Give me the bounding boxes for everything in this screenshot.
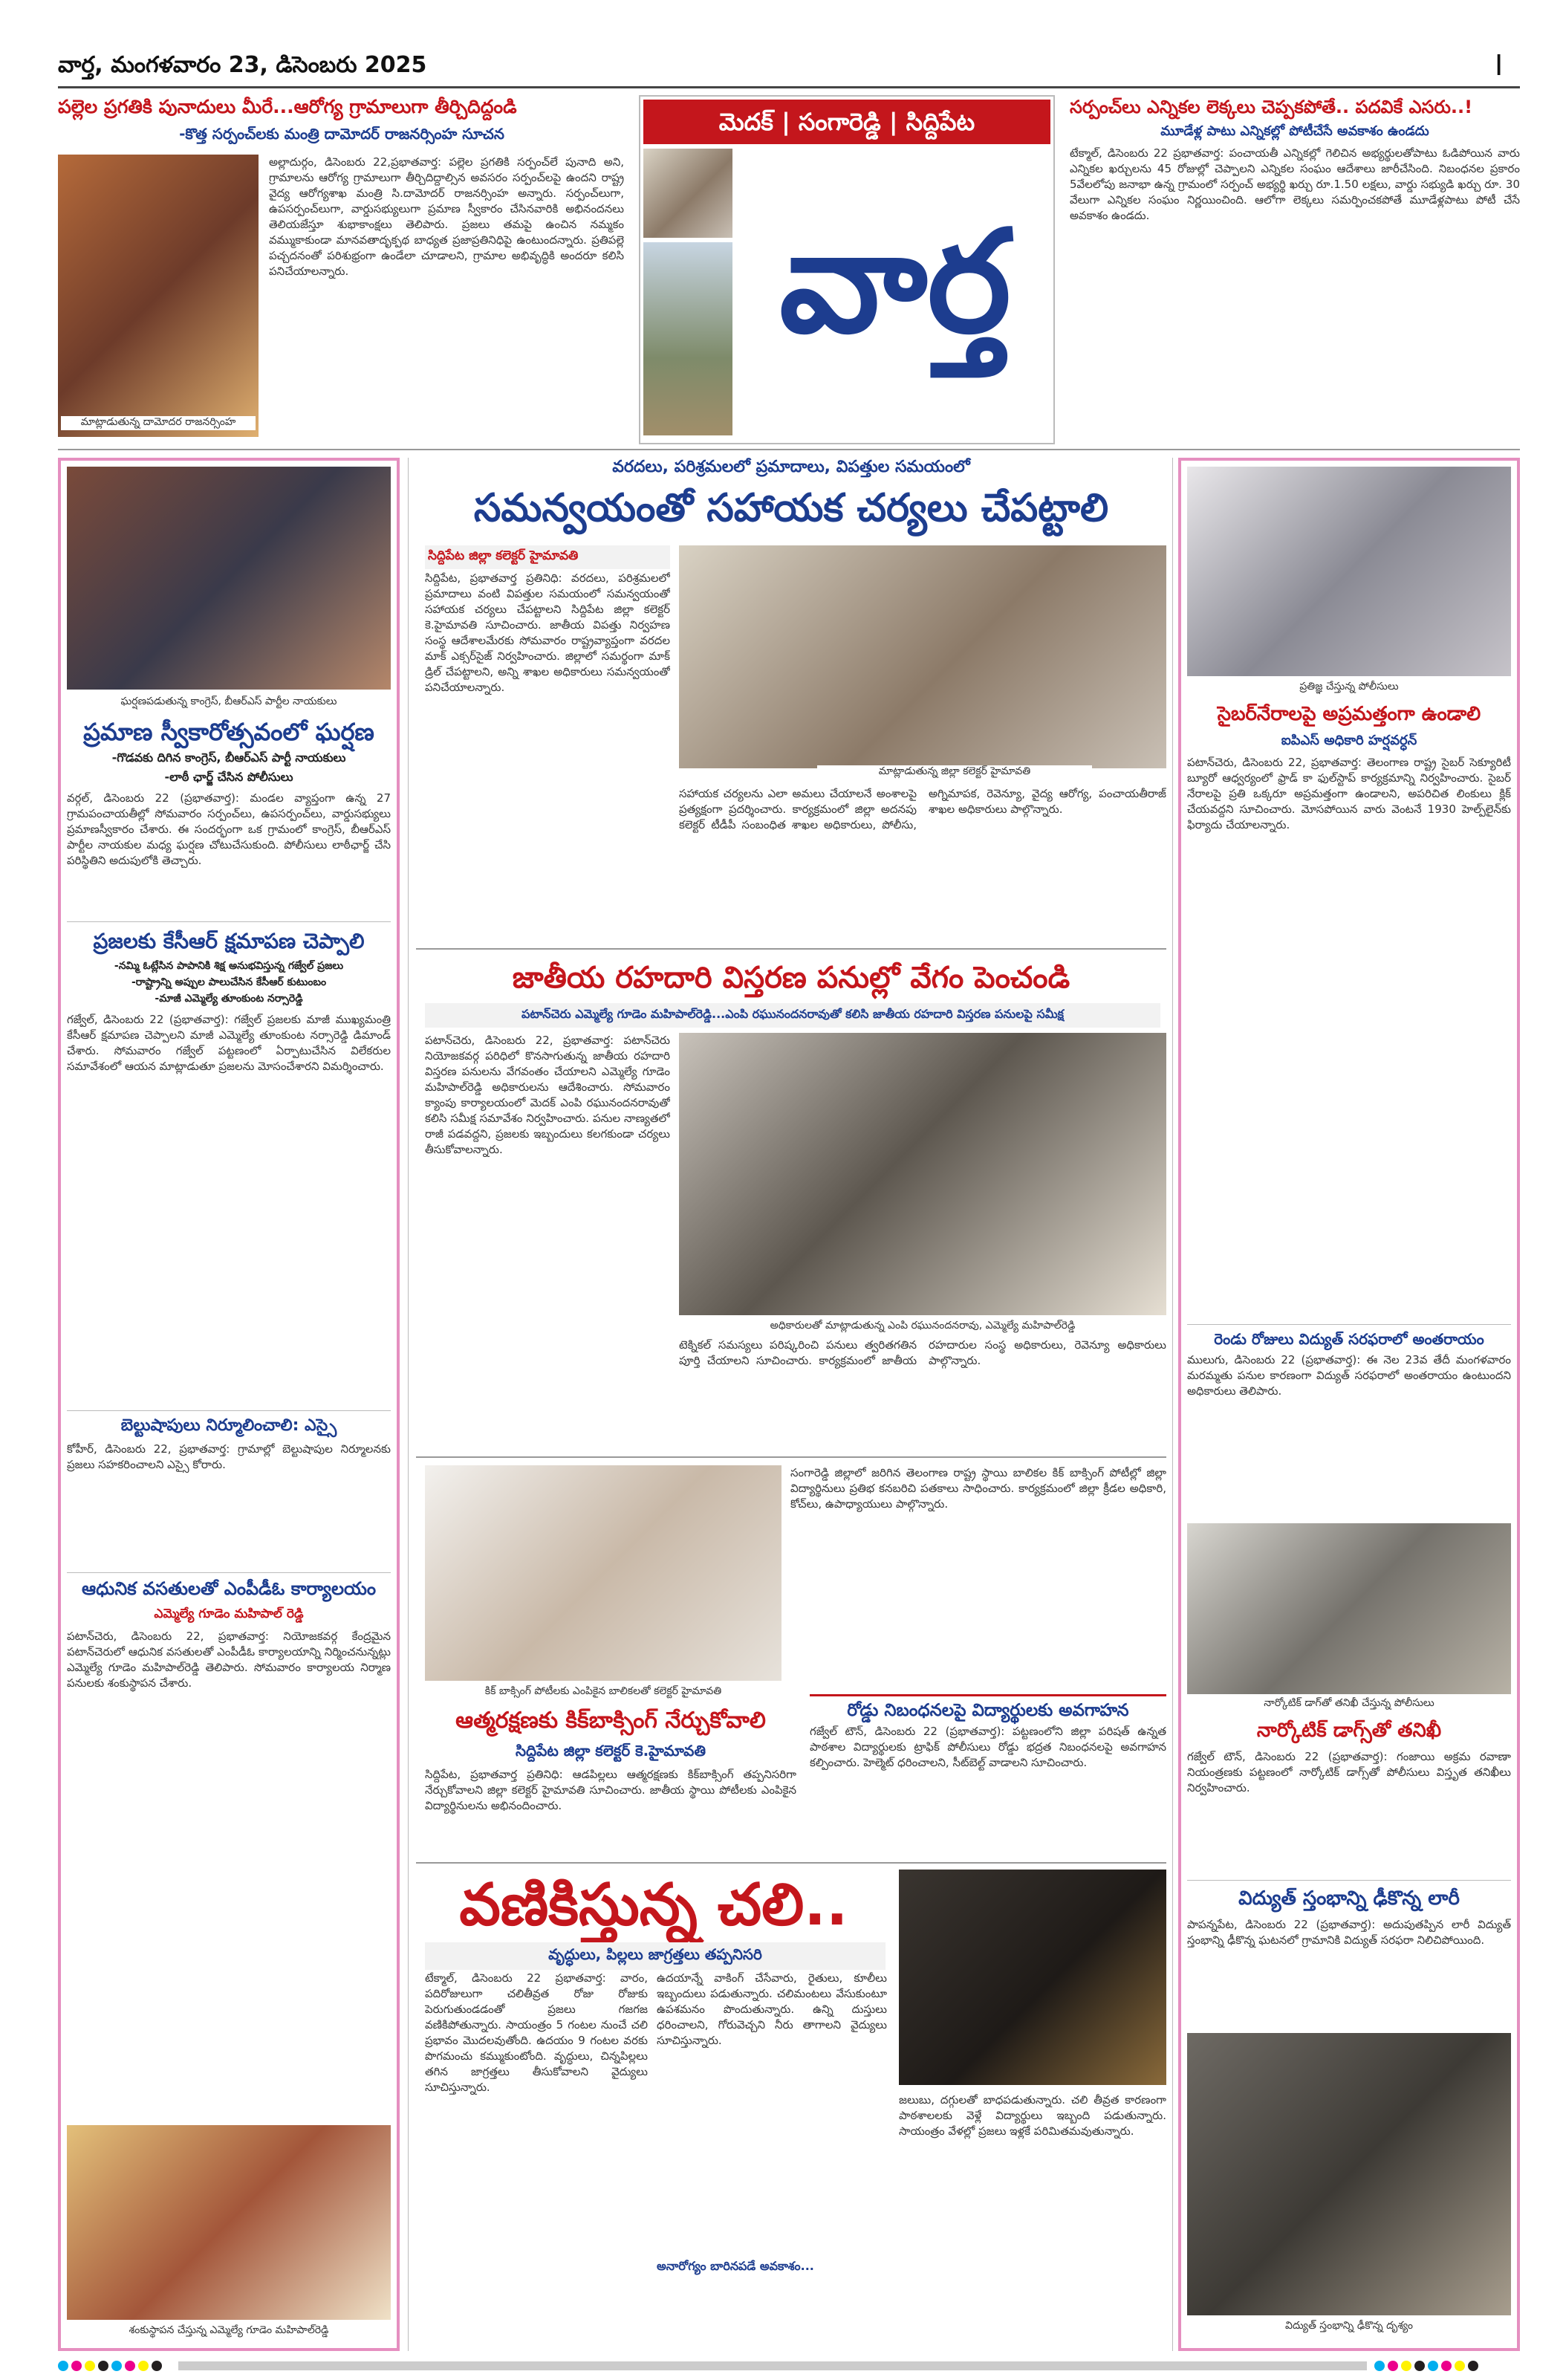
building-photo <box>643 242 732 435</box>
print-color-marks-right <box>1374 2360 1486 2372</box>
lorry-accident-body: పాపన్నపేట, డిసెంబరు 22 (ప్రభాతవార్త): అదుపుతప్పిన లారీ విద్యుత్ స్తంభాన్ని ఢీకొన్న ఘటనలో గ్రామానికి విద్యుత్ సరఫరా నిలిచిపోయింది. <box>1187 1918 1511 1947</box>
police-pledge-caption: ప్రతిజ్ఞ చేస్తున్న పోలీసులు <box>1187 681 1511 695</box>
clash-photo <box>67 467 391 690</box>
top-left-subhead: -కొత్త సర్పంచ్‌లకు మంత్రి దామోదర్ రాజనర్సింహ సూచన <box>179 125 504 143</box>
story-oath-clash-sub2: -లాఠీ ఛార్జ్ చేసిన పోలీసులు <box>164 770 293 784</box>
highway-divider <box>416 1456 1166 1458</box>
bonfire-photo <box>899 1870 1166 2085</box>
lorry-accident-photo <box>1187 2033 1511 2315</box>
story-mpdo-body: పటాన్‌చెరు, డిసెంబరు 22, ప్రభాతవార్త: నియోజకవర్గ కేంద్రమైన పటాన్‌చెరులో ఆధునిక వసతులతో ఎంపీడీఓ కార్యాలయాన్ని నిర్మించనున్నట్లు ఎమ్మెల్యే గూడెం మహిపాల్‌రెడ్డి తెలిపారు. సోమవారం కార్యాలయ నిర్మాణ పనులకు శంకుస్థాపన చేశారు. <box>67 1630 391 1690</box>
right-divider-2 <box>1187 1880 1511 1881</box>
print-dot <box>1441 2361 1452 2371</box>
top-right-headline: సర్పంచ్‌లు ఎన్నికల లెక్కలు చెప్పకపోతే.. పదవికే ఎసరు..! <box>1070 97 1473 117</box>
foundation-photo-caption: శంకుస్థాపన చేస్తున్న ఎమ్మెల్యే గూడెం మహిపాల్‌రెడ్డి <box>67 2324 391 2338</box>
print-dot <box>138 2361 149 2371</box>
cyber-crime-headline: సైబర్‌నేరాలపై అప్రమత్తంగా ఉండాలి <box>1217 703 1481 725</box>
kickboxing-body-2: సంగారెడ్డి జిల్లాలో జరిగిన తెలంగాణ రాష్ట్ర స్థాయి బాలికల కిక్ బాక్సింగ్ పోటీల్లో జిల్లా విద్యార్థినులు ప్రతిభ కనబరిచి పతకాలు సాధించారు. కార్యక్రమంలో జిల్లా క్రీడల అధికారి, కోచ్‌లు, ఉపాధ్యాయులు పాల్గొన్నారు. <box>790 1466 1166 1511</box>
col-sep-center-left <box>408 458 409 2351</box>
foundation-photo <box>67 2125 391 2320</box>
top-rule <box>58 86 1520 88</box>
col-sep-center-right <box>1172 458 1173 2351</box>
lead-body: సిద్దిపేట, ప్రభాతవార్త ప్రతినిధి: వరదలు, పరిశ్రమలలో ప్రమాదాలు వంటి విపత్తుల సమయంలో సమన్వయంతో సహాయక చర్యలు చేపట్టాలని సిద్దిపేట జిల్లా కలెక్టర్ కె.హైమావతి సూచించారు. జాతీయ విపత్తు నిర్వహణ సంస్థ ఆదేశాలమేరకు సోమవారం రాష్ట్రవ్యాప్తంగా వరదల మాక్ ఎక్సర్‌సైజ్ నిర్వహించారు. జిల్లాలో సమర్థంగా మాక్ డ్రిల్ చేపట్టాలని, అన్ని శాఖల అధికారులు సమన్వయంతో పనిచేయాలన్నారు. <box>425 571 670 694</box>
print-dot <box>98 2361 108 2371</box>
cold-body-3: జలుబు, దగ్గులతో బాధపడుతున్నారు. చలి తీవ్రత కారణంగా పాఠశాలలకు వెళ్లే విద్యార్థులు ఇబ్బంది పడుతున్నారు. సాయంత్రం వేళల్లో ప్రజలు ఇళ్లకే పరిమితమవుతున్నారు. <box>899 2093 1166 2138</box>
highway-body-2: టెక్నికల్ సమస్యలు పరిష్కరించి పనులు త్వరితగతిన పూర్తి చేయాలని సూచించారు. కార్యక్రమంలో జాతీయ రహదారుల సంస్థ అధికారులు, రెవెన్యూ అధికారులు పాల్గొన్నారు. <box>679 1338 1166 1367</box>
cold-headline: వణికిస్తున్న చలి.. <box>459 1872 848 1939</box>
print-dot <box>71 2361 82 2371</box>
print-dot <box>1374 2361 1385 2371</box>
print-dot <box>58 2361 68 2371</box>
kickboxing-photo <box>425 1465 782 1681</box>
lead-kicker: వరదలు, పరిశ్రమలలో ప్రమాదాలు, విపత్తుల సమయంలో <box>612 458 970 476</box>
story-oath-clash-body: వర్గల్, డిసెంబరు 22 (ప్రభాతవార్త): మండల వ్యాప్తంగా ఉన్న 27 గ్రామపంచాయతీల్లో సోమవారం సర్పంచ్‌లు, ఉపసర్పంచ్‌లు, వార్డుసభ్యులు ప్రమాణస్వీకారం చేశారు. ఈ సందర్భంగా ఒక గ్రామంలో కాంగ్రెస్, బీఆర్ఎస్ పార్టీల నాయకుల మధ్య ఘర్షణ చోటుచేసుకుంది. పోలీసులు లాఠీఛార్జ్ చేసి పరిస్థితిని అదుపులోకి తెచ్చారు. <box>67 791 391 867</box>
kickboxing-body: సిద్దిపేట, ప్రభాతవార్త ప్రతినిధి: ఆడపిల్లలు ఆత్మరక్షణకు కిక్‌బాక్సింగ్ తప్పనిసరిగా నేర్చుకోవాలని జిల్లా కలెక్టర్ హైమావతి సూచించారు. జాతీయ స్థాయి పోటీలకు ఎంపికైన విద్యార్థినులను అభినందించారు. <box>425 1768 796 1812</box>
top-right-body: టేక్మాల్, డిసెంబరు 22 ప్రభాతవార్త: పంచాయతీ ఎన్నికల్లో గెలిచిన అభ్యర్థులతోపాటు ఓడిపోయిన వారు ఎన్నికల ఖర్చులను 45 రోజుల్లో చెప్పాలని ఎన్నికల సంఘం ఆదేశాలు జారీచేసింది. నిబంధనల ప్రకారం 5వేలలోపు జనాభా ఉన్న గ్రామంలో సర్పంచ్ అభ్యర్థి ఖర్చు రూ.1.50 లక్షలు, వార్డు సభ్యుడి ఖర్చు రూ. 30 వేలుగా ఎన్నికల సంఘం నిర్ణయించింది. ఆలోగా లెక్కలు సమర్పించకపోతే మూడేళ్లపాటు పోటీ చేసే అవకాశం ఉండదు. <box>1070 146 1520 222</box>
highway-headline: జాతీయ రహదారి విస్తరణ పనుల్లో వేగం పెంచండి <box>512 961 1070 995</box>
collector-meeting-caption: మాట్లాడుతున్న జిల్లా కలెక్టర్ హైమావతి <box>817 765 1092 779</box>
story-beltshop-headline: బెల్టుషాపులు నిర్మూలించాలి: ఎస్సై <box>120 1416 337 1435</box>
highway-byline: పటాన్‌చెరు ఎమ్మెల్యే గూడెం మహిపాల్‌రెడ్డి...ఎంపి రఘునందనరావుతో కలిసి జాతీయ రహదారి విస్తరణ పనులపై సమీక్ష <box>425 1003 1160 1028</box>
left-divider-1 <box>67 921 391 922</box>
narcotic-dog-headline: నార్కోటిక్ డాగ్స్‌తో తనిఖీ <box>1256 1719 1442 1742</box>
collector-meeting-photo <box>679 545 1166 768</box>
print-gray-strip <box>178 2361 1367 2370</box>
print-dot <box>1428 2361 1438 2371</box>
clash-photo-caption: ఘర్షణపడుతున్న కాంగ్రెస్, బీఆర్ఎస్ పార్టీల నాయకులు <box>67 695 391 710</box>
dateline: వార్త, మంగళవారం 23, డిసెంబరు 2025 <box>58 52 427 78</box>
cyber-crime-byline: ఐపిఎస్ అధికారి హర్షవర్ధన్ <box>1281 733 1417 748</box>
cyber-crime-body: పటాన్‌చెరు, డిసెంబరు 22, ప్రభాతవార్త: తెలంగాణ రాష్ట్ర సైబర్ సెక్యూరిటీ బ్యూరో ఆధ్వర్యంలో ఫ్రాడ్ కా ఫుల్‌స్టాప్ కార్యక్రమాన్ని నిర్వహించారు. సైబర్ నేరాలపై ప్రతి ఒక్కరూ అప్రమత్తంగా ఉండాలని, అపరిచిత లింకులు క్లిక్ చేయవద్దని సూచించారు. మోసపోయిన వారు వెంటనే 1930 హెల్ప్‌లైన్‌కు ఫిర్యాదు చేయాలన్నారు. <box>1187 756 1511 831</box>
kickboxing-byline: సిద్దిపేట జిల్లా కలెక్టర్ కె.హైమావతి <box>515 1742 706 1760</box>
narcotic-dog-caption: నార్కోటిక్ డాగ్‌తో తనిఖీ చేస్తున్న పోలీసులు <box>1187 1697 1511 1711</box>
cold-body-2: ఉదయాన్నే వాకింగ్ చేసేవారు, రైతులు, కూలీలు ఇబ్బందులు పడుతున్నారు. చలిమంటలు వేసుకుంటూ ఉపశమనం పొందుతున్నారు. ఉన్ని దుస్తులు ధరించాలని, గోరువెచ్చని నీరు తాగాలని వైద్యులు సూచిస్తున్నారు. <box>657 1971 887 2047</box>
print-dot <box>152 2361 162 2371</box>
story-oath-clash-headline: ప్రమాణ స్వీకారోత్సవంలో ఘర్షణ <box>83 718 374 746</box>
story-beltshop-body: కోహీర్, డిసెంబరు 22, ప్రభాతవార్త: గ్రామాల్లో బెల్టుషాపుల నిర్మూలనకు ప్రజలు సహకరించాలని ఎస్సై కోరారు. <box>67 1442 391 1471</box>
print-color-marks-left <box>58 2360 169 2372</box>
top-right-subhead: మూడేళ్ల పాటు ఎన్నికల్లో పోటీచేసే అవకాశం ఉండదు <box>1160 123 1429 139</box>
minister-photo-caption: మాట్లాడుతున్న దామోదర రాజనర్సింహ <box>61 416 256 430</box>
right-divider-1 <box>1187 1324 1511 1325</box>
temple-photo <box>643 149 732 238</box>
minister-photo <box>58 155 259 437</box>
police-pledge-photo <box>1187 467 1511 676</box>
kickboxing-headline: ఆత్మరక్షణకు కిక్‌బాక్సింగ్ నేర్చుకోవాలి <box>455 1708 766 1734</box>
newspaper-logo: వార్త <box>779 200 1011 364</box>
lead-divider <box>416 948 1166 950</box>
story-mpdo-headline: ఆధునిక వసతులతో ఎంపీడీఓ కార్యాలయం <box>81 1578 377 1599</box>
masthead-divider <box>58 449 1520 450</box>
story-kcr-headline: ప్రజలకు కేసీఆర్ క్షమాపణ చెప్పాలి <box>93 929 365 953</box>
print-dot <box>1455 2361 1465 2371</box>
narcotic-dog-body: గజ్వేల్ టౌన్, డిసెంబరు 22 (ప్రభాతవార్త): గంజాయి అక్రమ రవాణా నియంత్రణకు పట్టణంలో నార్కోటిక్ డాగ్స్‌తో పోలీసులు విస్తృత తనిఖీలు నిర్వహించారు. <box>1187 1750 1511 1794</box>
road-rules-body: గజ్వేల్ టౌన్, డిసెంబరు 22 (ప్రభాతవార్త): పట్టణంలోని జిల్లా పరిషత్ ఉన్నత పాఠశాల విద్యార్థులకు ట్రాఫిక్ పోలీసులు రోడ్డు భద్రత నిబంధనలపై అవగాహన కల్పించారు. హెల్మెట్ ధరించాలని, సీట్‌బెల్ట్ వాడాలని సూచించారు. <box>810 1725 1166 1769</box>
top-left-body: అల్లాదుర్గం, డిసెంబరు 22,ప్రభాతవార్త: పల్లెల ప్రగతికి సర్పంచ్‌లే పునాది అని, గ్రామాలను ఆరోగ్య గ్రామాలుగా తీర్చిదిద్దాల్సిన అవసరం సర్పంచ్‌లపై ఉందని రాష్ట్ర వైద్య ఆరోగ్యశాఖ మంత్రి సి.దామోదర్ రాజనర్సింహ అన్నారు. సర్పంచ్‌లుగా, ఉపసర్పంచ్‌లుగా, వార్డుసభ్యులుగా ప్రమాణ స్వీకారం చేసినవారికి అభినందనలు తెలియజేస్తూ శుభాకాంక్షలు తెలిపారు. ప్రజలు తమపై ఉంచిన నమ్మకం వమ్ముకాకుండా మానవతాదృక్పథ బాధ్యత ప్రజాప్రతినిధిపై ఉంటుందన్నారు. ప్రతిపల్లె పచ్చదనంతో పరిశుభ్రంగా ఉండేలా చూడాలని, గ్రామాల అభివృద్ధికి అందరూ కలిసి పనిచేయాలన్నారు. <box>269 155 624 278</box>
story-kcr-body: గజ్వేల్, డిసెంబరు 22 (ప్రభాతవార్త): గజ్వేల్ ప్రజలకు మాజీ ముఖ్యమంత్రి కేసీఆర్ క్షమాపణ చెప్పాలని మాజీ ఎమ్మెల్యే తూంకుంట నర్సారెడ్డి డిమాండ్ చేశారు. సోమవారం గజ్వేల్ పట్టణంలో ఏర్పాటుచేసిన విలేకరుల సమావేశంలో ఆయన మాట్లాడుతూ ప్రజలను మోసంచేశారని విమర్శించారు. <box>67 1013 391 1073</box>
story-kcr-sub2: -రాష్ట్రాన్ని అప్పుల పాలుచేసిన కేసీఆర్ కుటుంబం <box>131 976 327 988</box>
print-dot <box>111 2361 122 2371</box>
highway-meeting-photo <box>679 1033 1166 1315</box>
top-left-headline: పల్లెల ప్రగతికి పునాదులు మీరే...ఆరోగ్య గ్రామాలుగా తీర్చిదిద్దండి <box>58 96 517 117</box>
highway-meeting-caption: అధికారులతో మాట్లాడుతున్న ఎంపి రఘునందనరావు, ఎమ్మెల్యే మహిపాల్‌రెడ్డి <box>679 1320 1166 1334</box>
lead-byline: సిద్దిపేట జిల్లా కలెక్టర్ హైమావతి <box>425 545 670 569</box>
road-rules-headline: రోడ్డు నిబంధనలపై విద్యార్థులకు అవగాహన <box>810 1694 1166 1725</box>
power-cut-headline: రెండు రోజులు విద్యుత్ సరఫరాలో అంతరాయం <box>1214 1330 1484 1348</box>
story-oath-clash-sub1: -గొడవకు దిగిన కాంగ్రెస్, బీఆర్ఎస్ పార్టీ నాయకులు <box>111 750 346 765</box>
story-kcr-sub3: -మాజీ ఎమ్మెల్యే తూంకుంట నర్సారెడ్డి <box>155 993 303 1005</box>
highway-body: పటాన్‌చెరు, డిసెంబరు 22, ప్రభాతవార్త: పటాన్‌చెరు నియోజకవర్గ పరిధిలో కొనసాగుతున్న జాతీయ రహదారి విస్తరణ పనులను వేగవంతం చేయాలని ఎమ్మెల్యే గూడెం మహిపాల్‌రెడ్డి అధికారులను ఆదేశించారు. సోమవారం క్యాంపు కార్యాలయంలో మెదక్ ఎంపి రఘునందనరావుతో కలిసి సమీక్ష సమావేశం నిర్వహించారు. పనుల నాణ్యతలో రాజీ పడవద్దని, ప్రజలకు ఇబ్బందులు కలగకుండా చర్యలు తీసుకోవాలన్నారు. <box>425 1034 670 1156</box>
print-dot <box>1468 2361 1478 2371</box>
lead-body-2: సహాయక చర్యలను ఎలా అమలు చేయాలనే అంశాలపై ప్రత్యక్షంగా ప్రదర్శించారు. కార్యక్రమంలో జిల్లా అదనపు కలెక్టర్ టీడీపీ సంబంధిత శాఖల అధికారులు, పోలీసు, అగ్నిమాపక, రెవెన్యూ, వైద్య ఆరోగ్య, పంచాయతీరాజ్ శాఖల అధికారులు పాల్గొన్నారు. <box>679 787 1166 831</box>
cold-divider <box>416 1862 1166 1864</box>
print-dot <box>1401 2361 1411 2371</box>
lorry-accident-caption: విద్యుత్ స్తంభాన్ని ఢీకొన్న దృశ్యం <box>1187 2320 1511 2334</box>
district-banner: మెదక్ | సంగారెడ్డి | సిద్దిపేట <box>643 100 1050 144</box>
cold-subhead: వృద్ధులు, పిల్లలు జాగ్రత్తలు తప్పనిసరి <box>425 1942 886 1970</box>
lead-headline: సమన్వయంతో సహాయక చర్యలు చేపట్టాలి <box>473 486 1109 531</box>
page-number: I <box>1495 49 1504 82</box>
print-dot <box>125 2361 135 2371</box>
story-mpdo-byline: ఎమ్మెల్యే గూడెం మహిపాల్ రెడ్డి <box>154 1606 304 1621</box>
narcotic-dog-photo <box>1187 1523 1511 1694</box>
cold-body: టేక్మాల్, డిసెంబరు 22 ప్రభాతవార్త: వారం, పదిరోజులుగా చలితీవ్రత రోజు రోజుకు పెరుగుతుండడంతో ప్రజలు గజగజ వణికిపోతున్నారు. సాయంత్రం 5 గంటల నుంచే చలి ప్రభావం మొదలవుతోంది. ఉదయం 9 గంటల వరకు పొగమంచు కమ్ముకుంటోంది. వృద్ధులు, చిన్నపిల్లలు తగిన జాగ్రత్తలు తీసుకోవాలని వైద్యులు సూచిస్తున్నారు. <box>425 1971 648 2094</box>
kickboxing-caption: కిక్ బాక్సింగ్ పోటీలకు ఎంపికైన బాలికలతో కలెక్టర్ హైమావతి <box>425 1685 782 1699</box>
print-dot <box>85 2361 95 2371</box>
cold-sub2: అనారోగ్యం బారినపడే అవకాశం... <box>657 2259 814 2273</box>
left-divider-3 <box>67 1572 391 1573</box>
print-dot <box>1388 2361 1398 2371</box>
print-dot <box>1414 2361 1425 2371</box>
left-divider-2 <box>67 1410 391 1411</box>
lorry-accident-headline: విద్యుత్ స్తంభాన్ని ఢీకొన్న లారీ <box>1238 1887 1460 1910</box>
power-cut-body: ములుగు, డిసెంబరు 22 (ప్రభాతవార్త): ఈ నెల 23వ తేదీ మంగళవారం మరమ్మతు పనుల కారణంగా విద్యుత్ సరఫరాలో అంతరాయం ఉంటుందని అధికారులు తెలిపారు. <box>1187 1353 1511 1398</box>
story-kcr-sub1: -నమ్మి ఓట్లేసిన పాపానికి శిక్ష అనుభవిస్తున్న గజ్వేల్ ప్రజలు <box>114 960 344 972</box>
